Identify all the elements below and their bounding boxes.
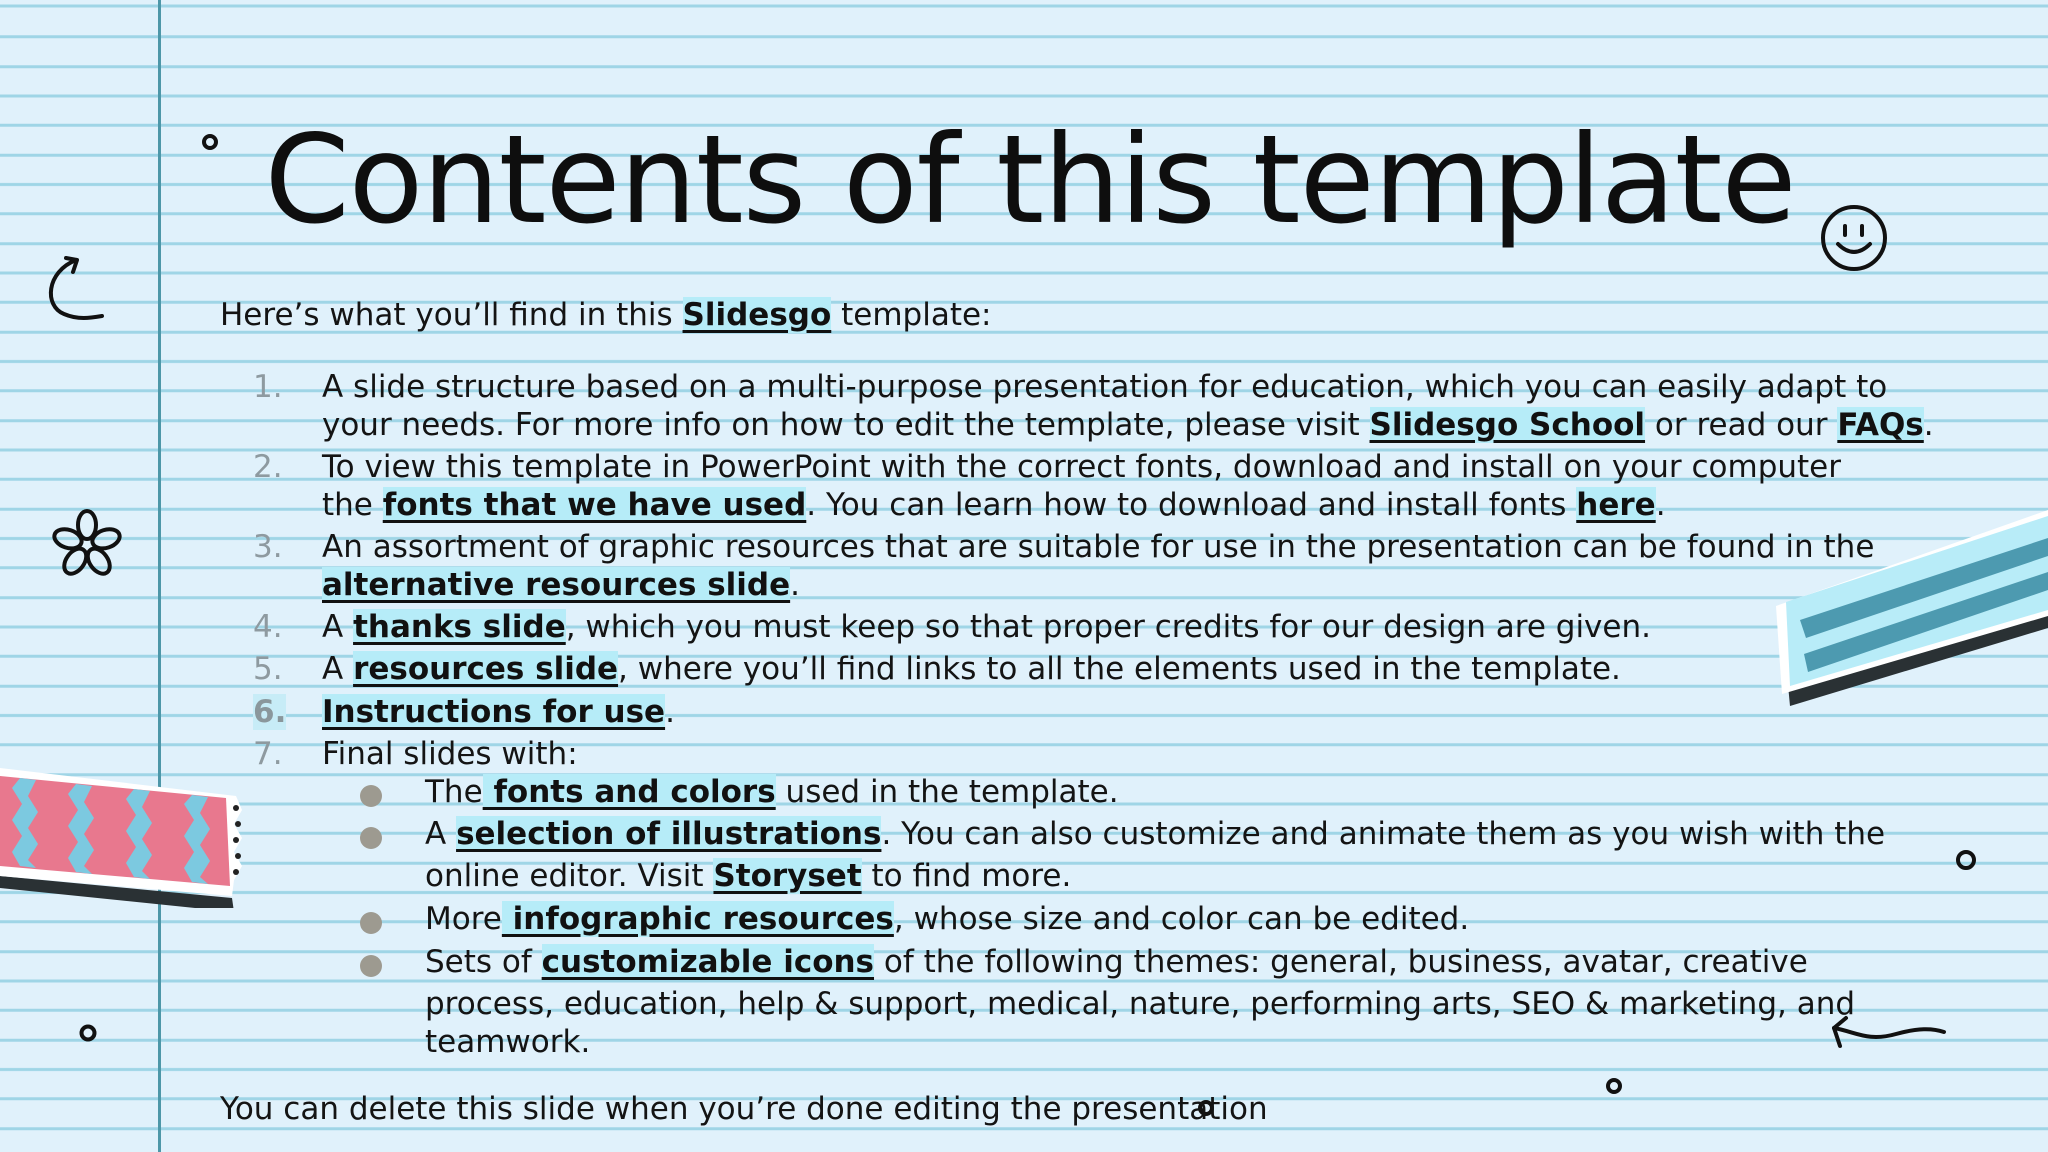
list-item-5: A resources slide, where you’ll find links to all the elements used in the template. bbox=[322, 651, 1621, 687]
illustrations-link[interactable]: selection of illustrations bbox=[456, 816, 882, 852]
thanks-slide-link[interactable]: thanks slide bbox=[353, 609, 566, 645]
notebook-margin-line bbox=[158, 0, 161, 1152]
list-item-1-line-1: A slide structure based on a multi-purpose presentation for education, which you can easily adapt to bbox=[322, 369, 1888, 405]
bullet-icon bbox=[360, 827, 382, 849]
list-item-4: A thanks slide, which you must keep so that proper credits for our design are given. bbox=[322, 609, 1651, 645]
sub-item-3: More infographic resources, whose size and color can be edited. bbox=[425, 901, 1470, 937]
bullet-icon bbox=[360, 912, 382, 934]
list-item-1-line-2: your needs. For more info on how to edit the template, please visit Slidesgo School or read our FAQs. bbox=[322, 407, 1934, 443]
list-item-3-line-2: alternative resources slide. bbox=[322, 567, 800, 603]
storyset-link[interactable]: Storyset bbox=[713, 858, 862, 894]
here-link[interactable]: here bbox=[1576, 487, 1656, 523]
list-number: 2. bbox=[253, 449, 283, 485]
circle-doodle-icon bbox=[76, 1021, 100, 1045]
fonts-colors-link[interactable]: fonts and colors bbox=[482, 774, 776, 810]
slidesgo-link[interactable]: Slidesgo bbox=[682, 297, 832, 333]
footer-note: You can delete this slide when you’re done editing the presentation bbox=[220, 1091, 1268, 1127]
list-item-2-line-2: the fonts that we have used. You can learn how to download and install fonts here. bbox=[322, 487, 1666, 523]
intro-text: Here’s what you’ll find in this Slidesgo template: bbox=[220, 297, 992, 333]
faqs-link[interactable]: FAQs bbox=[1837, 407, 1924, 443]
sub-item-4-line-3: teamwork. bbox=[425, 1024, 591, 1060]
sub-item-4-line-1: Sets of customizable icons of the following themes: general, business, avatar, creative bbox=[425, 944, 1808, 980]
list-number: 4. bbox=[253, 609, 283, 645]
list-number: 6. bbox=[253, 694, 287, 730]
sub-item-4-line-2: process, education, help & support, medical, nature, performing arts, SEO & marketing, and bbox=[425, 986, 1856, 1022]
fonts-used-link[interactable]: fonts that we have used bbox=[382, 487, 807, 523]
sub-item-2-line-2: online editor. Visit Storyset to find more. bbox=[425, 858, 1072, 894]
customizable-icons-link[interactable]: customizable icons bbox=[541, 944, 875, 980]
resources-slide-link[interactable]: resources slide bbox=[353, 651, 619, 687]
infographic-resources-link[interactable]: infographic resources bbox=[501, 901, 894, 937]
bullet-icon bbox=[360, 785, 382, 807]
instructions-link[interactable]: Instructions for use bbox=[322, 694, 666, 730]
circle-doodle-icon bbox=[1603, 1075, 1625, 1097]
list-number: 5. bbox=[253, 651, 283, 687]
circle-doodle-icon bbox=[1953, 847, 1979, 873]
list-item-6: Instructions for use. bbox=[322, 694, 675, 730]
circle-doodle-icon bbox=[199, 131, 221, 153]
curved-arrow-icon bbox=[40, 248, 110, 326]
bullet-icon bbox=[360, 955, 382, 977]
list-item-3-line-1: An assortment of graphic resources that are suitable for use in the presentation can be found in the bbox=[322, 529, 1875, 565]
list-item-7: Final slides with: bbox=[322, 736, 578, 772]
flower-doodle-icon bbox=[52, 508, 122, 578]
zigzag-washi-tape bbox=[0, 768, 250, 908]
sub-item-1: The fonts and colors used in the template. bbox=[425, 774, 1119, 810]
list-number: 1. bbox=[253, 369, 283, 405]
alternative-resources-link[interactable]: alternative resources slide bbox=[322, 567, 791, 603]
page-title: Contents of this template bbox=[264, 109, 1796, 251]
list-number: 3. bbox=[253, 529, 283, 565]
sub-item-2-line-1: A selection of illustrations. You can also customize and animate them as you wish with the bbox=[425, 816, 1886, 852]
list-item-2-line-1: To view this template in PowerPoint with the correct fonts, download and install on your computer bbox=[322, 449, 1841, 485]
slidesgo-school-link[interactable]: Slidesgo School bbox=[1369, 407, 1646, 443]
list-number: 7. bbox=[253, 736, 283, 772]
